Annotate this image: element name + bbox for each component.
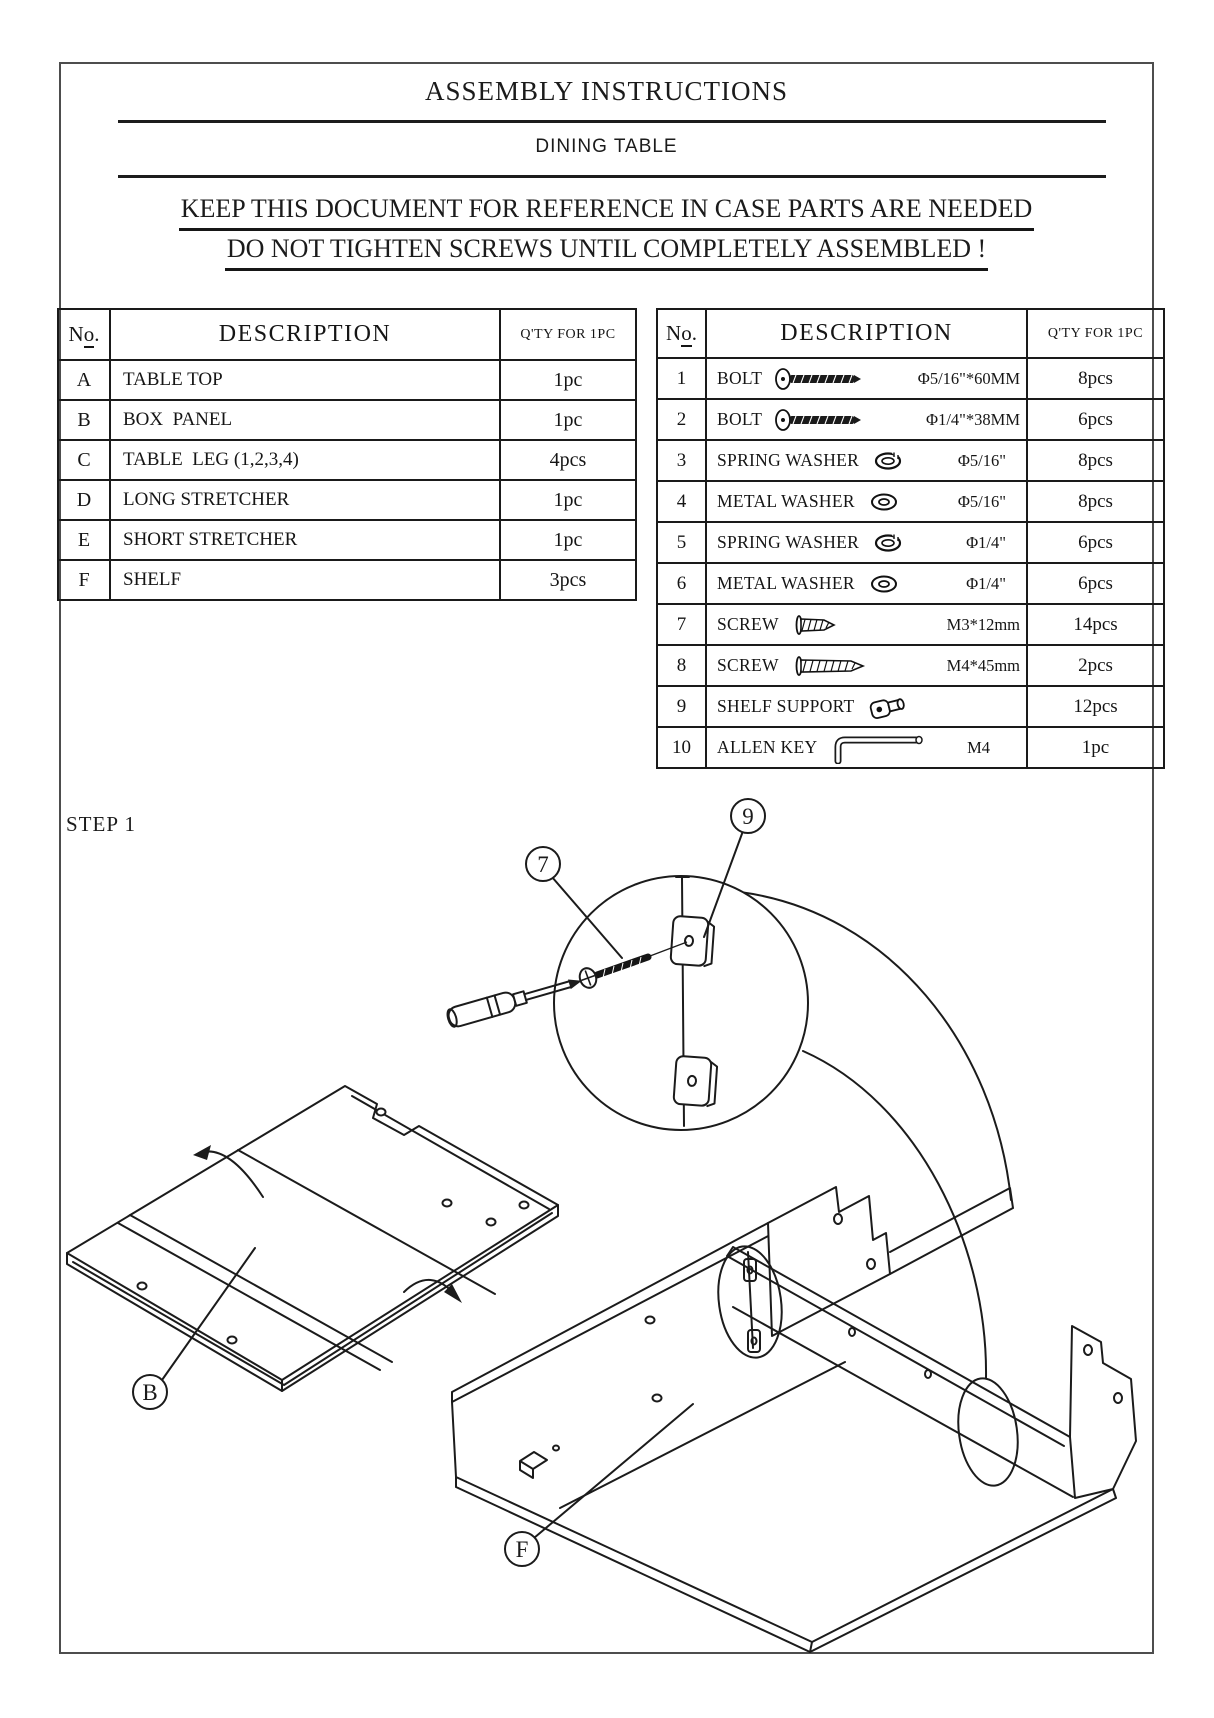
parts-header-qty: Q'TY FOR 1PC <box>500 309 636 360</box>
part-qty: 1pc <box>500 480 636 520</box>
part-qty: 3pcs <box>500 560 636 600</box>
hardware-no: 2 <box>657 399 706 440</box>
hardware-header-no: No. <box>657 309 706 358</box>
hardware-header-description: DESCRIPTION <box>706 309 1027 358</box>
part-description: BOX PANEL <box>110 400 500 440</box>
hardware-description: SCREW M4*45mm <box>706 645 1027 686</box>
hardware-qty: 1pc <box>1027 727 1164 768</box>
hardware-header-qty: Q'TY FOR 1PC <box>1027 309 1164 358</box>
panel-holes <box>138 1109 529 1344</box>
warning-line-1: KEEP THIS DOCUMENT FOR REFERENCE IN CASE PARTS ARE NEEDED <box>59 191 1154 231</box>
hardware-no: 7 <box>657 604 706 645</box>
parts-header-no: No. <box>58 309 110 360</box>
callout-9-label: 9 <box>742 804 754 829</box>
magnifier-circle <box>446 876 808 1130</box>
hardware-qty: 14pcs <box>1027 604 1164 645</box>
part-qty: 1pc <box>500 400 636 440</box>
hardware-description: SPRING WASHER Φ1/4" <box>706 522 1027 563</box>
part-description: SHELF <box>110 560 500 600</box>
hardware-qty: 8pcs <box>1027 440 1164 481</box>
part-qty: 1pc <box>500 360 636 400</box>
hardware-no: 5 <box>657 522 706 563</box>
callout-7-label: 7 <box>537 852 549 877</box>
hardware-qty: 8pcs <box>1027 481 1164 522</box>
hardware-description: SHELF SUPPORT <box>706 686 1027 727</box>
part-no: E <box>58 520 110 560</box>
hardware-description: METAL WASHER Φ1/4" <box>706 563 1027 604</box>
part-label-f <box>505 1404 693 1566</box>
hardware-no: 8 <box>657 645 706 686</box>
part-b-letter: B <box>142 1380 158 1405</box>
page-title: ASSEMBLY INSTRUCTIONS <box>424 76 789 106</box>
hardware-qty: 6pcs <box>1027 522 1164 563</box>
hardware-description: SPRING WASHER Φ5/16" <box>706 440 1027 481</box>
hardware-no: 1 <box>657 358 706 399</box>
hardware-qty: 2pcs <box>1027 645 1164 686</box>
part-description: SHORT STRETCHER <box>110 520 500 560</box>
parts-header-description: DESCRIPTION <box>110 309 500 360</box>
hardware-qty: 6pcs <box>1027 399 1164 440</box>
part-qty: 1pc <box>500 520 636 560</box>
hardware-no: 10 <box>657 727 706 768</box>
hardware-description: SCREW M3*12mm <box>706 604 1027 645</box>
part-description: TABLE LEG (1,2,3,4) <box>110 440 500 480</box>
hardware-qty: 8pcs <box>1027 358 1164 399</box>
hardware-no: 3 <box>657 440 706 481</box>
hardware-qty: 12pcs <box>1027 686 1164 727</box>
part-no: B <box>58 400 110 440</box>
hardware-description: ALLEN KEY M4 <box>706 727 1027 768</box>
hardware-description: BOLT Φ1/4"*38MM <box>706 399 1027 440</box>
part-no: D <box>58 480 110 520</box>
hardware-description: BOLT Φ5/16"*60MM <box>706 358 1027 399</box>
part-f-letter: F <box>515 1537 529 1562</box>
part-no: F <box>58 560 110 600</box>
part-description: LONG STRETCHER <box>110 480 500 520</box>
hardware-description: METAL WASHER Φ5/16" <box>706 481 1027 522</box>
hardware-qty: 6pcs <box>1027 563 1164 604</box>
part-qty: 4pcs <box>500 440 636 480</box>
part-no: C <box>58 440 110 480</box>
part-description: TABLE TOP <box>110 360 500 400</box>
warning-line-2: DO NOT TIGHTEN SCREWS UNTIL COMPLETELY ASSEMBLED ! <box>59 231 1154 271</box>
part-no: A <box>58 360 110 400</box>
page-subtitle: DINING TABLE <box>535 136 678 157</box>
box-panel-drawing <box>67 1086 558 1391</box>
step-label: STEP 1 <box>66 812 136 836</box>
hardware-no: 4 <box>657 481 706 522</box>
shelf-box-drawing <box>452 1187 1136 1652</box>
hardware-no: 6 <box>657 563 706 604</box>
hardware-no: 9 <box>657 686 706 727</box>
